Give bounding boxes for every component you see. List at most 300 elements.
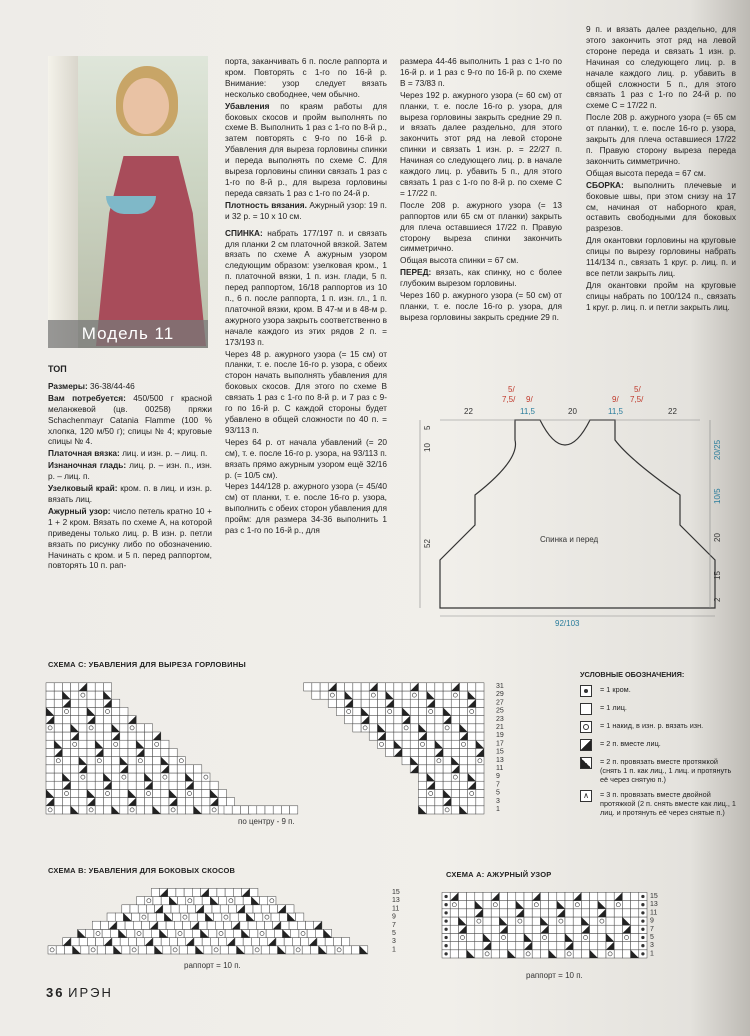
chart-cell	[112, 748, 120, 756]
chart-cell	[103, 789, 111, 797]
chart-cell	[631, 909, 639, 917]
legend-item: ∧ = 3 п. провязать вместе двойной протяжкой (2 п. снять вместе как лиц., 1 лиц. и протянуть её через снятые п.)	[580, 790, 740, 817]
chart-cell	[54, 789, 62, 797]
chart-cell	[557, 917, 565, 925]
chart-cell	[226, 798, 234, 806]
chart-cell	[524, 925, 532, 933]
chart-cell	[107, 913, 115, 921]
chart-cell	[97, 946, 105, 954]
double-decrease-icon: ∧	[580, 790, 592, 802]
row-number: 13	[392, 897, 400, 905]
chart-cell	[87, 757, 95, 765]
chart-cell	[163, 905, 171, 913]
chart-cell	[394, 732, 402, 740]
chart-cell	[524, 901, 532, 909]
chart-cell	[87, 781, 95, 789]
side-105: 10/5	[713, 488, 722, 504]
chart-cell	[516, 892, 524, 900]
chart-cell	[62, 683, 70, 691]
chart-cell	[427, 789, 435, 797]
chart-cell	[105, 946, 113, 954]
chart-cell	[476, 683, 484, 691]
chart-cell	[48, 946, 56, 954]
chart-cell	[451, 691, 459, 699]
chart-cell	[79, 938, 87, 946]
chart-cell	[169, 765, 177, 773]
chart-cell	[136, 773, 144, 781]
chart-cell	[476, 707, 484, 715]
chart-cell	[161, 938, 169, 946]
chart-cell	[631, 925, 639, 933]
chart-cell	[622, 933, 630, 941]
chart-cell	[54, 765, 62, 773]
chart-cell	[606, 950, 614, 958]
chart-cell	[451, 716, 459, 724]
chart-cell	[266, 929, 274, 937]
chart-cell	[161, 806, 169, 814]
side-20: 20	[713, 533, 722, 542]
chart-cell	[112, 773, 120, 781]
chart-cell	[294, 946, 302, 954]
chart-cell	[369, 699, 377, 707]
chart-cell	[235, 938, 243, 946]
chart-cell	[459, 798, 467, 806]
chart-cell	[153, 897, 161, 905]
chart-cell	[220, 946, 228, 954]
chart-cell	[377, 740, 385, 748]
chart-cell	[435, 724, 443, 732]
chart-cell	[410, 716, 418, 724]
chart-cell	[238, 913, 246, 921]
chart-cell	[443, 806, 451, 814]
chart-cell	[250, 929, 258, 937]
chart-cell	[343, 946, 351, 954]
dim-5b: 5/	[634, 385, 641, 394]
chart-cell	[110, 929, 118, 937]
chart-cell	[46, 724, 54, 732]
row-number: 31	[496, 683, 504, 690]
piece-label: Спинка и перед	[540, 535, 599, 544]
chart-cell	[450, 942, 458, 950]
chart-cell	[565, 950, 573, 958]
chart-cell	[524, 917, 532, 925]
chart-cell	[290, 806, 298, 814]
column-3	[400, 56, 562, 324]
chart-cell	[606, 925, 614, 933]
chart-cell	[369, 732, 377, 740]
chart-cell	[136, 765, 144, 773]
chart-cell	[130, 946, 138, 954]
knit-stitch-icon	[580, 703, 592, 715]
chart-cell	[71, 757, 79, 765]
chart-cell	[54, 781, 62, 789]
chart-cell	[458, 901, 466, 909]
chart-cell	[153, 798, 161, 806]
scheme-c-center-label: по центру - 9 п.	[238, 817, 295, 826]
chart-cell	[95, 707, 103, 715]
row-number: 3	[496, 797, 500, 805]
chart-cell	[476, 724, 484, 732]
chart-cell	[71, 789, 79, 797]
chart-cell	[95, 699, 103, 707]
chart-cell	[136, 789, 144, 797]
chart-cell	[573, 917, 581, 925]
chart-cell	[133, 921, 141, 929]
chart-cell	[103, 806, 111, 814]
chart-cell	[307, 929, 315, 937]
chart-cell	[468, 683, 476, 691]
chart-cell	[590, 909, 598, 917]
chart-cell	[178, 938, 186, 946]
chart-cell	[158, 921, 166, 929]
para: Через 48 р. ажурного узора (= 15 см) от планки, т. е. после 16-го р. узора, с обеих сторон начать выполнять убавления для боковых скосов. Для этого по схеме В связать 1 раз с 1-го по 8-й р. и 7 раз с 9-го по 16-й р. С каждой стороны будет убавлено в общей сложности по 40 п. = 93/113 п.	[225, 348, 387, 435]
chart-cell	[508, 942, 516, 950]
chart-cell	[117, 921, 125, 929]
chart-cell	[369, 716, 377, 724]
chart-cell	[204, 905, 212, 913]
chart-cell	[136, 724, 144, 732]
chart-cell	[353, 707, 361, 715]
chart-cell	[46, 732, 54, 740]
chart-cell	[614, 925, 622, 933]
row-number: 5	[650, 934, 654, 941]
chart-cell	[181, 913, 189, 921]
chart-cell	[177, 773, 185, 781]
chart-cell	[79, 789, 87, 797]
chart-cell	[499, 892, 507, 900]
chart-cell	[128, 740, 136, 748]
chart-cell	[54, 691, 62, 699]
chart-cell	[168, 929, 176, 937]
chart-cell	[451, 773, 459, 781]
chart-cell	[476, 789, 484, 797]
chart-cell	[418, 683, 426, 691]
chart-cell	[573, 942, 581, 950]
chart-cell	[235, 897, 243, 905]
chart-cell	[128, 757, 136, 765]
chart-cell	[458, 942, 466, 950]
chart-cell	[296, 913, 304, 921]
chart-cell	[79, 691, 87, 699]
chart-cell	[62, 798, 70, 806]
ssk-icon	[580, 757, 592, 769]
chart-cell	[467, 892, 475, 900]
chart-cell	[143, 929, 151, 937]
chart-cell	[95, 757, 103, 765]
row-number: 15	[496, 748, 504, 756]
chart-cell	[606, 917, 614, 925]
chart-cell	[100, 921, 108, 929]
chart-cell	[491, 917, 499, 925]
chart-cell	[144, 789, 152, 797]
para: Для окантовки пройм на круговые спицы набрать по 100/124 п., связать 1 круг. р. лиц. п. и петли закрыть лиц.	[586, 279, 736, 312]
chart-cell	[128, 938, 136, 946]
chart-cell	[291, 929, 299, 937]
chart-cell	[153, 765, 161, 773]
chart-cell	[185, 765, 193, 773]
chart-cell	[144, 748, 152, 756]
chart-cell	[210, 781, 218, 789]
chart-cell	[177, 806, 185, 814]
para: Общая высота переда = 67 см.	[586, 167, 706, 178]
chart-cell	[549, 892, 557, 900]
chart-cell	[171, 946, 179, 954]
chart-cell	[166, 921, 174, 929]
legend-item: = 1 накид, в изн. р. вязать изн.	[580, 721, 740, 733]
chart-cell	[146, 946, 154, 954]
chart-cell	[210, 938, 218, 946]
chart-cell	[54, 773, 62, 781]
chart-cell	[185, 789, 193, 797]
decreases: Убавления по краям работы для боковых скосов и пройм выполнять по схеме В. Выполнить 1 раз с 1-го по 8-й р., затем повторять с 9-го по 16-й р. Убавления для выреза горловины спинки и переда выполнять по схеме С. Для выреза горловины спинки связать 1 раз с 1-го по 8-й р., для выреза горловины переда связать 1 раз с 1-го по 24-й р.	[225, 100, 387, 198]
chart-cell	[402, 683, 410, 691]
chart-cell	[120, 789, 128, 797]
chart-cell	[386, 707, 394, 715]
porch-pillar	[48, 56, 78, 348]
chart-cell	[524, 892, 532, 900]
edge-stitch: Узелковый край: кром. п. в лиц. и изн. р. вязать лиц.	[48, 483, 212, 504]
chart-cell	[192, 929, 200, 937]
scheme-b-title: СХЕМА В: УБАВЛЕНИЯ ДЛЯ БОКОВЫХ СКОСОВ	[48, 866, 236, 875]
chart-cell	[491, 925, 499, 933]
row-number: 11	[650, 909, 658, 917]
chart-cell	[87, 683, 95, 691]
chart-cell	[218, 789, 226, 797]
chart-cell	[169, 938, 177, 946]
chart-cell	[204, 946, 212, 954]
chart-cell	[476, 765, 484, 773]
chart-cell	[377, 707, 385, 715]
chart-cell	[141, 921, 149, 929]
chart-cell	[402, 757, 410, 765]
chart-cell	[207, 921, 215, 929]
chart-cell	[476, 699, 484, 707]
chart-cell	[260, 897, 268, 905]
chart-cell	[276, 938, 284, 946]
chart-cell	[394, 691, 402, 699]
pattern-title: ТОП	[48, 364, 67, 374]
chart-cell	[317, 938, 325, 946]
chart-cell	[194, 781, 202, 789]
chart-cell	[202, 773, 210, 781]
chart-cell	[144, 765, 152, 773]
edge-stitch-icon	[580, 685, 592, 697]
chart-cell	[410, 740, 418, 748]
chart-cell	[46, 740, 54, 748]
chart-cell	[435, 683, 443, 691]
chart-cell	[209, 888, 217, 896]
chart-cell	[418, 740, 426, 748]
chart-cell	[475, 942, 483, 950]
dim-5: 5/	[508, 385, 515, 394]
chart-cell	[274, 929, 282, 937]
chart-cell	[79, 732, 87, 740]
chart-cell	[202, 806, 210, 814]
chart-cell	[581, 901, 589, 909]
chart-cell	[402, 699, 410, 707]
chart-cell	[418, 789, 426, 797]
chart-cell	[336, 691, 344, 699]
chart-cell	[435, 691, 443, 699]
chart-cell	[476, 781, 484, 789]
chart-cell	[361, 683, 369, 691]
edge-mark	[444, 936, 447, 939]
chart-cell	[46, 781, 54, 789]
chart-cell	[614, 942, 622, 950]
chart-cell	[184, 929, 192, 937]
chart-cell	[269, 905, 277, 913]
chart-cell	[581, 892, 589, 900]
chart-cell	[95, 724, 103, 732]
row-number: 21	[496, 724, 504, 731]
chart-cell	[435, 773, 443, 781]
chart-cell	[532, 942, 540, 950]
scheme-a-title: СХЕМА А: АЖУРНЫЙ УЗОР	[446, 870, 552, 879]
chart-cell	[598, 933, 606, 941]
chart-cell	[336, 683, 344, 691]
chart-cell	[156, 913, 164, 921]
chart-cell	[598, 950, 606, 958]
chart-cell	[115, 913, 123, 921]
chart-cell	[532, 909, 540, 917]
edge-mark	[444, 919, 447, 922]
chart-cell	[386, 724, 394, 732]
chart-cell	[476, 732, 484, 740]
chart-cell	[250, 888, 258, 896]
chart-cell	[451, 789, 459, 797]
chart-cell	[79, 773, 87, 781]
chart-cell	[540, 942, 548, 950]
chart-cell	[86, 929, 94, 937]
chart-cell	[228, 905, 236, 913]
chart-cell	[95, 683, 103, 691]
chart-cell	[95, 789, 103, 797]
chart-cell	[590, 892, 598, 900]
chart-cell	[87, 691, 95, 699]
chart-cell	[112, 938, 120, 946]
back: СПИНКА: набрать 177/197 п. и связать для планки 2 см платочной вязкой. Затем вязать по схеме А ажурным узором следующим образом: узелковая кром., 1 п. платочной вязки, 1 п. изн. глади, 5 п. перед раппортом, 16/18 раппортов из 10 п., 6 п. после раппорта, 1 п. изн. гл., 1 п. платочной вязки, кром. В 47-м и в 48-м р. ажурного узора закрыть соответственно в начале каждого из этих рядов 2 п. = 173/193 п.	[225, 227, 387, 347]
chart-cell	[103, 740, 111, 748]
chart-cell	[187, 905, 195, 913]
chart-cell	[581, 909, 589, 917]
chart-cell	[120, 707, 128, 715]
dim-9: 9/	[526, 395, 533, 404]
chart-cell	[135, 929, 143, 937]
row-number: 7	[496, 781, 500, 789]
chart-cell	[79, 740, 87, 748]
chart-cell	[199, 921, 207, 929]
sizes: Размеры: 36-38/44-46	[48, 380, 135, 391]
chart-cell	[483, 909, 491, 917]
chart-cell	[386, 740, 394, 748]
chart-cell	[458, 950, 466, 958]
chart-cell	[468, 724, 476, 732]
width-20: 20	[568, 407, 577, 416]
chart-cell	[128, 724, 136, 732]
chart-cell	[217, 888, 225, 896]
chart-cell	[224, 806, 232, 814]
chart-cell	[540, 950, 548, 958]
chart-cell	[161, 798, 169, 806]
chart-cell	[418, 765, 426, 773]
row-number: 1	[392, 946, 396, 954]
chart-cell	[245, 905, 253, 913]
row-number: 11	[496, 765, 504, 772]
chart-cell	[95, 732, 103, 740]
chart-cell	[353, 683, 361, 691]
chart-cell	[573, 950, 581, 958]
chart-cell	[253, 905, 261, 913]
chart-cell	[516, 942, 524, 950]
chart-cell	[54, 798, 62, 806]
edge-mark	[444, 911, 447, 914]
para: размера 44-46 выполнить 1 раз с 1-го по 16-й р. и 1 раз с 9-го по 16-й р. по схеме В = 73/83 п.	[400, 56, 562, 88]
chart-cell	[305, 921, 313, 929]
chart-cell	[532, 950, 540, 958]
chart-cell	[186, 897, 194, 905]
chart-cell	[483, 917, 491, 925]
chart-cell	[79, 781, 87, 789]
chart-cell	[89, 946, 97, 954]
chart-cell	[146, 905, 154, 913]
chart-cell	[87, 806, 95, 814]
chart-cell	[590, 901, 598, 909]
chart-cell	[103, 798, 111, 806]
chart-cell	[557, 942, 565, 950]
chart-cell	[284, 938, 292, 946]
chart-cell	[112, 789, 120, 797]
chart-cell	[451, 781, 459, 789]
side-2: 2	[713, 597, 722, 602]
chart-cell	[103, 732, 111, 740]
chart-cell	[62, 740, 70, 748]
chart-cell	[508, 892, 516, 900]
chart-cell	[140, 913, 148, 921]
chart-cell	[549, 933, 557, 941]
chart-cell	[103, 765, 111, 773]
chart-cell	[62, 724, 70, 732]
chart-cell	[286, 946, 294, 954]
chart-cell	[153, 773, 161, 781]
chart-cell	[369, 724, 377, 732]
dim-115b: 11,5	[608, 407, 623, 416]
chart-cell	[120, 732, 128, 740]
chart-cell	[369, 707, 377, 715]
chart-cell	[240, 806, 248, 814]
garment-schematic	[400, 380, 740, 630]
chart-cell	[192, 888, 200, 896]
chart-cell	[427, 707, 435, 715]
chart-cell	[120, 773, 128, 781]
chart-cell	[130, 905, 138, 913]
chart-cell	[286, 905, 294, 913]
chart-cell	[549, 901, 557, 909]
chart-cell	[427, 740, 435, 748]
chart-cell	[443, 773, 451, 781]
chart-cell	[508, 909, 516, 917]
chart-cell	[443, 781, 451, 789]
chart-cell	[197, 913, 205, 921]
chart-cell	[128, 748, 136, 756]
chart-cell	[327, 946, 335, 954]
chart-cell	[459, 757, 467, 765]
chart-cell	[524, 950, 532, 958]
chart-cell	[573, 901, 581, 909]
chart-cell	[443, 699, 451, 707]
chart-cell	[304, 683, 312, 691]
chart-cell	[499, 909, 507, 917]
chart-cell	[218, 798, 226, 806]
